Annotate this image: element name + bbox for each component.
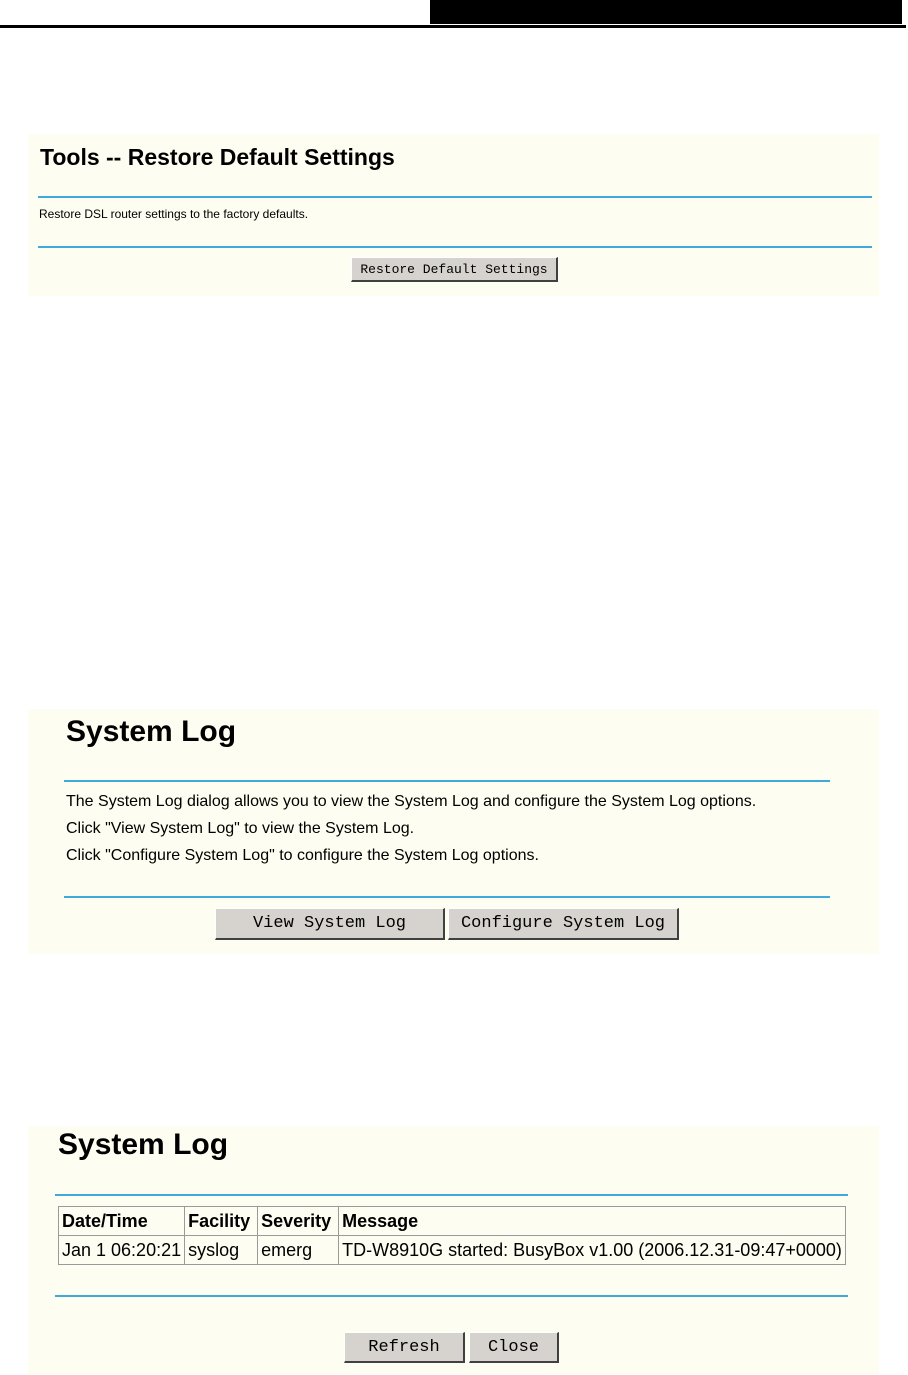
table-row [59, 1236, 846, 1265]
divider-bottom [55, 1295, 848, 1297]
system-log-description-line: Click "Configure System Log" to configure the System Log options. [66, 847, 539, 864]
system-log-view-panel [28, 1126, 879, 1374]
column-header-date-time: Date/Time [59, 1207, 185, 1236]
system-log-title: System Log [66, 715, 237, 748]
view-system-log-button[interactable]: View System Log [215, 908, 445, 940]
system-log-description-line: The System Log dialog allows you to view the System Log and configure the System Log options. [66, 793, 757, 810]
table-header-row [59, 1207, 846, 1236]
column-header-message: Message [339, 1207, 846, 1236]
close-button[interactable]: Close [469, 1332, 559, 1363]
log-date-time: Jan 1 06:20:21 [59, 1236, 185, 1265]
restore-panel-title: Tools -- Restore Default Settings [40, 144, 395, 170]
refresh-button[interactable]: Refresh [344, 1332, 465, 1363]
restore-default-settings-button[interactable]: Restore Default Settings [351, 257, 558, 282]
divider-bottom [64, 896, 830, 898]
log-message: TD-W8910G started: BusyBox v1.00 (2006.12.31-09:47+0000) [339, 1236, 846, 1265]
divider-bottom [38, 246, 872, 248]
system-log-panel [28, 709, 879, 954]
log-facility: syslog [185, 1236, 258, 1265]
restore-description: Restore DSL router settings to the factory defaults. [39, 207, 309, 221]
system-log-view-title: System Log [58, 1128, 229, 1161]
column-header-facility: Facility [185, 1207, 258, 1236]
page-header-bar [430, 0, 902, 24]
divider-top [38, 196, 872, 198]
system-log-table [58, 1206, 846, 1265]
divider-top [55, 1194, 848, 1196]
log-severity: emerg [258, 1236, 339, 1265]
restore-defaults-panel [28, 134, 879, 296]
page-header-rule [0, 25, 906, 28]
column-header-severity: Severity [258, 1207, 339, 1236]
configure-system-log-button[interactable]: Configure System Log [448, 908, 679, 940]
divider-top [64, 780, 830, 782]
system-log-description-line: Click "View System Log" to view the System Log. [66, 820, 415, 837]
